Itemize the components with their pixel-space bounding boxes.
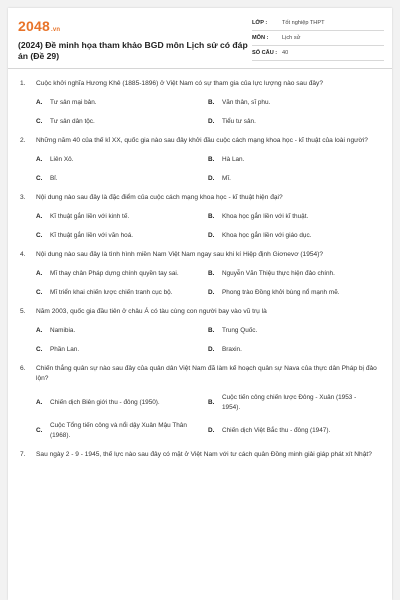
question-text: Nội dung nào sau đây là tình hình miền Nam Việt Nam ngay sau khi kí Hiệp định Giơnevơ (1954)? bbox=[36, 251, 324, 258]
question-7 bbox=[20, 450, 380, 460]
answer-option-a[interactable]: A. Namibia. bbox=[36, 327, 76, 334]
question-2 bbox=[20, 136, 380, 183]
page-title: (2024) Đề minh họa tham khảo BGD môn Lịch sử có đáp án (Đề 29) bbox=[18, 40, 248, 61]
answer-option-b[interactable]: B. Văn thân, sĩ phu. bbox=[208, 99, 271, 106]
question-number: 6. bbox=[20, 365, 26, 372]
meta-row-question-count bbox=[252, 46, 384, 61]
question-number: 2. bbox=[20, 137, 26, 144]
question-text: Năm 2003, quốc gia đầu tiên ở châu Á có tàu cùng con người bay vào vũ trụ là bbox=[36, 308, 267, 315]
answer-option-c[interactable]: C. Mĩ triển khai chiến lược chiến tranh cục bộ. bbox=[36, 288, 173, 296]
answer-option-b[interactable]: B. Nguyễn Văn Thiệu thực hiện đảo chính. bbox=[208, 270, 335, 277]
question-text: Cuộc khởi nghĩa Hương Khê (1885-1896) ở Việt Nam có sự tham gia của lực lượng nào sau đây? bbox=[36, 80, 324, 87]
meta-value: 40 bbox=[282, 50, 289, 56]
meta-key: MÔN : bbox=[252, 35, 269, 41]
question-text: Chiến thắng quân sự nào sau đây của quân dân Việt Nam đã làm kế hoạch quân sự Nava của thực dân Pháp bị đảo lộn? bbox=[36, 365, 377, 382]
answer-option-d[interactable]: D. Chiến dịch Việt Bắc thu - đông (1947). bbox=[208, 426, 331, 434]
exam-meta bbox=[252, 16, 384, 61]
logo-text: 2048 bbox=[18, 18, 50, 34]
answer-option-b[interactable]: B. Trung Quốc. bbox=[208, 327, 258, 334]
question-text: Nội dung nào sau đây là đặc điểm của cuộc cách mạng khoa học - kĩ thuật hiện đại? bbox=[36, 194, 283, 201]
answer-option-d[interactable]: D. Tiểu tư sản. bbox=[208, 117, 256, 125]
question-4 bbox=[20, 250, 380, 297]
logo-suffix: .vn bbox=[50, 27, 61, 33]
answer-option-a[interactable]: A. Mĩ thay chân Pháp dựng chính quyền tay sai. bbox=[36, 270, 179, 277]
meta-value: Tốt nghiệp THPT bbox=[282, 20, 325, 26]
answer-option-b[interactable]: B. Cuộc tiến công chiến lược Đông - Xuân (1953 - 1954). bbox=[208, 394, 357, 411]
answer-options bbox=[36, 212, 380, 240]
meta-row-class bbox=[252, 16, 384, 31]
document-page bbox=[8, 8, 392, 600]
answer-option-b[interactable]: B. Hà Lan. bbox=[208, 156, 245, 163]
answer-option-a[interactable]: A. Kĩ thuật gắn liền với kinh tế. bbox=[36, 213, 130, 220]
meta-key: LỚP : bbox=[252, 20, 268, 26]
question-number: 5. bbox=[20, 308, 26, 315]
answer-options bbox=[36, 155, 380, 183]
answer-option-b[interactable]: B. Khoa học gắn liền với kĩ thuật. bbox=[208, 213, 309, 220]
answer-option-a[interactable]: A. Liên Xô. bbox=[36, 156, 74, 163]
question-1 bbox=[20, 79, 380, 126]
question-number: 4. bbox=[20, 251, 26, 258]
answer-option-c[interactable]: C. Kĩ thuật gắn liền với văn hoá. bbox=[36, 231, 134, 239]
answer-option-a[interactable]: A. Tư sản mại bản. bbox=[36, 99, 97, 106]
question-number: 1. bbox=[20, 80, 26, 87]
answer-option-c[interactable]: C. Tư sản dân tộc. bbox=[36, 117, 95, 125]
answer-option-a[interactable]: A. Chiến dịch Biên giới thu - đông (1950). bbox=[36, 398, 160, 406]
answer-option-c[interactable]: C. Cuộc Tổng tiến công và nổi dậy Xuân Mậu Thân (1968). bbox=[36, 422, 187, 439]
answer-option-d[interactable]: D. Khoa học gắn liền với giáo dục. bbox=[208, 231, 312, 239]
answer-option-d[interactable]: D. Mĩ. bbox=[208, 174, 231, 182]
answer-option-d[interactable]: D. Braxin. bbox=[208, 345, 242, 353]
meta-value: Lịch sử bbox=[282, 35, 301, 41]
question-text: Những năm 40 của thế kỉ XX, quốc gia nào sau đây khởi đầu cuộc cách mạng khoa học - kĩ thuật của loài người? bbox=[36, 137, 368, 144]
meta-key: SỐ CÂU : bbox=[252, 50, 278, 56]
question-text: Sau ngày 2 - 9 - 1945, thế lực nào sau đây có mặt ở Việt Nam với tư cách quân Đồng minh giải giáp phát xít Nhật? bbox=[36, 451, 372, 458]
answer-option-d[interactable]: D. Phong trào Đồng khởi bùng nổ mạnh mẽ. bbox=[208, 288, 340, 296]
answer-option-c[interactable]: C. Phần Lan. bbox=[36, 345, 80, 353]
answer-options bbox=[36, 393, 380, 440]
answer-option-c[interactable]: C. Bỉ. bbox=[36, 174, 58, 182]
question-number: 7. bbox=[20, 451, 26, 458]
question-list bbox=[8, 69, 392, 460]
answer-options bbox=[36, 98, 380, 126]
question-6 bbox=[20, 364, 380, 440]
meta-row-subject bbox=[252, 31, 384, 46]
document-header bbox=[8, 8, 392, 68]
question-number: 3. bbox=[20, 194, 26, 201]
answer-options bbox=[36, 326, 380, 354]
question-5 bbox=[20, 307, 380, 354]
answer-options bbox=[36, 269, 380, 297]
question-3 bbox=[20, 193, 380, 240]
